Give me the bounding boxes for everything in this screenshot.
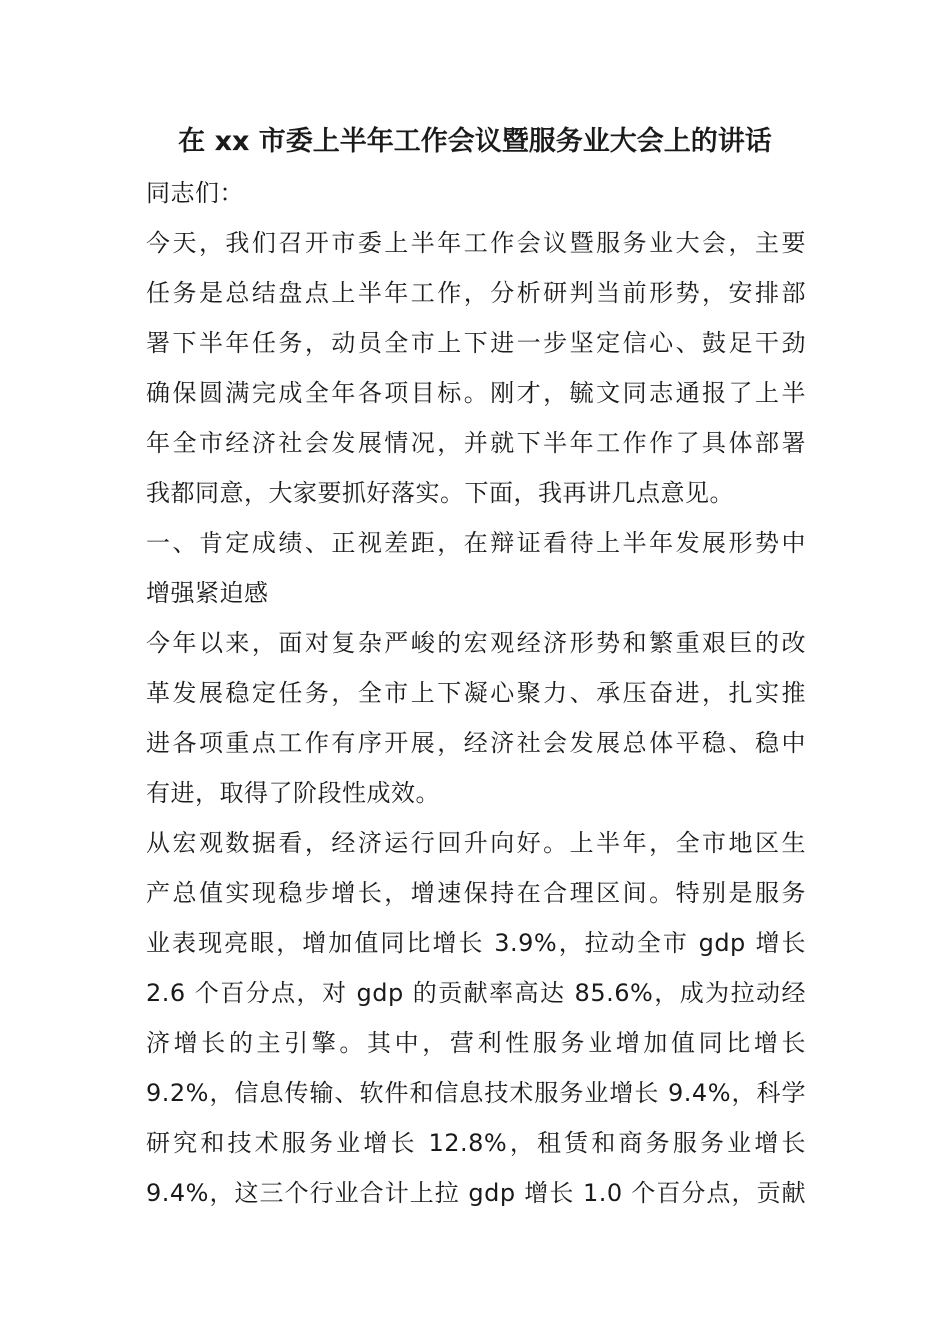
paragraph-line: 年全市经济社会发展情况，并就下半年工作作了具体部署 <box>146 429 806 457</box>
paragraph-line: 9.4%，这三个行业合计上拉 gdp 增长 1.0 个百分点，贡献 <box>146 1179 806 1207</box>
section-heading-line: 增强紧迫感 <box>146 579 269 607</box>
paragraph-line: 研究和技术服务业增长 12.8%，租赁和商务服务业增长 <box>146 1129 806 1157</box>
paragraph-line: 我都同意，大家要抓好落实。下面，我再讲几点意见。 <box>146 479 734 507</box>
document-body <box>146 168 806 1218</box>
paragraph-line: 任务是总结盘点上半年工作，分析研判当前形势，安排部 <box>146 279 806 307</box>
document-title: 在 xx 市委上半年工作会议暨服务业大会上的讲话 <box>178 126 772 157</box>
paragraph-line: 业表现亮眼，增加值同比增长 3.9%，拉动全市 gdp 增长 <box>146 929 806 957</box>
section-heading-line: 一、肯定成绩、正视差距，在辩证看待上半年发展形势中 <box>146 529 806 557</box>
paragraph-line: 从宏观数据看，经济运行回升向好。上半年，全市地区生 <box>146 829 806 857</box>
paragraph-line: 署下半年任务，动员全市上下进一步坚定信心、鼓足干劲 <box>146 329 806 357</box>
paragraph-line: 确保圆满完成全年各项目标。刚才，毓文同志通报了上半 <box>146 379 806 407</box>
paragraph-line: 今年以来，面对复杂严峻的宏观经济形势和繁重艰巨的改 <box>146 629 806 657</box>
paragraph-line: 9.2%，信息传输、软件和信息技术服务业增长 9.4%，科学 <box>146 1079 806 1107</box>
paragraph-line: 济增长的主引擎。其中，营利性服务业增加值同比增长 <box>146 1029 806 1057</box>
paragraph-line: 今天，我们召开市委上半年工作会议暨服务业大会，主要 <box>146 229 806 257</box>
paragraph-line: 2.6 个百分点，对 gdp 的贡献率高达 85.6%，成为拉动经 <box>146 979 806 1007</box>
paragraph-line: 革发展稳定任务，全市上下凝心聚力、承压奋进，扎实推 <box>146 679 806 707</box>
paragraph-line: 产总值实现稳步增长，增速保持在合理区间。特别是服务 <box>146 879 806 907</box>
paragraph-line: 进各项重点工作有序开展，经济社会发展总体平稳、稳中 <box>146 729 806 757</box>
paragraph-line: 有进，取得了阶段性成效。 <box>146 779 440 807</box>
salutation-line: 同志们： <box>146 179 244 207</box>
